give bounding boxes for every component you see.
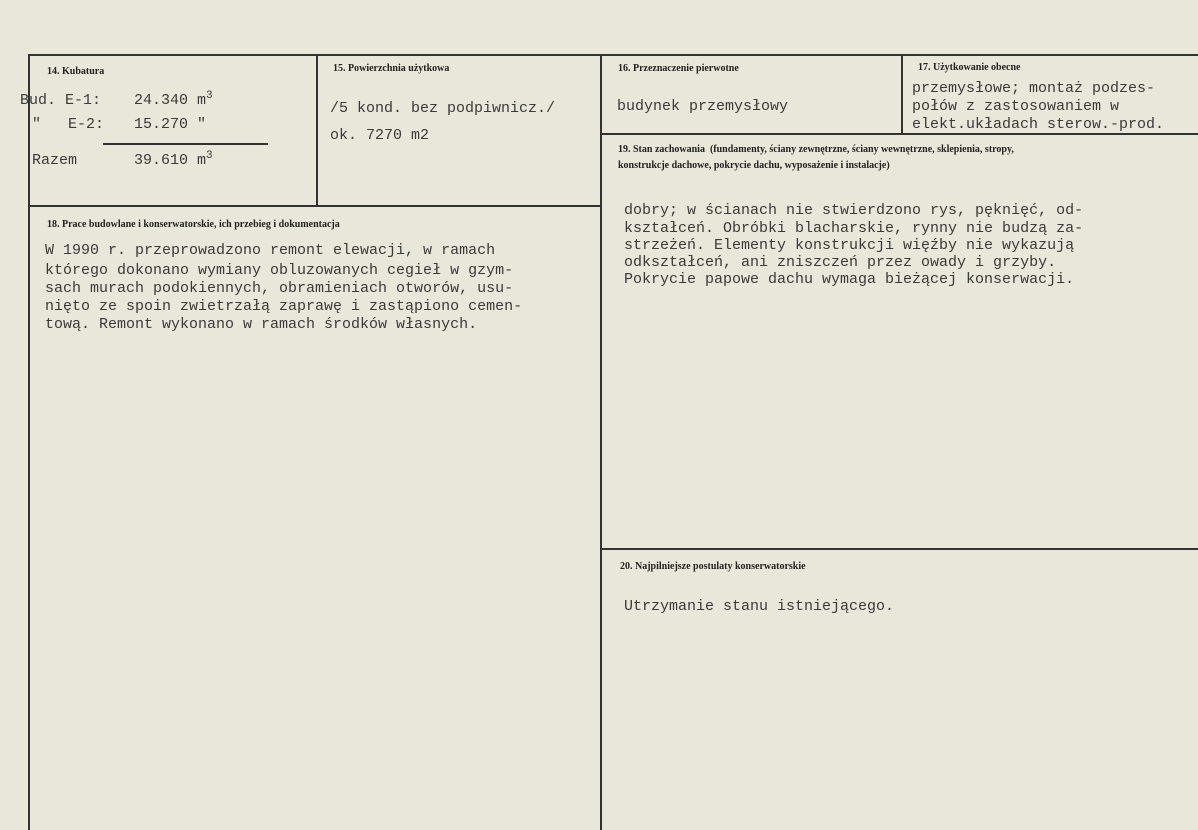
section-19-label: 19. Stan zachowania (fundamenty, ściany zewnętrzne, ściany wewnętrzne, sklepienia, stropy, konstrukcje dachowe, pokrycie dachu, wyposażenie i instalacje) — [618, 144, 1014, 171]
prace-line-2: którego dokonano wymiany obluzowanych cegieł w gzym- — [45, 262, 514, 279]
stan-line-4: odkształceń, ani zniszczeń przez owady i grzyby. — [624, 254, 1057, 271]
prace-line-5: tową. Remont wykonano w ramach środków własnych. — [45, 316, 478, 333]
kubatura-row1-value: 24.340 $m^3$ — [134, 90, 213, 109]
powierzchnia-line1: /5 kond. bez podpiwnicz./ — [330, 100, 556, 117]
vline-14-15 — [316, 54, 318, 206]
top-border — [28, 54, 1198, 56]
section-14-label: 14. Kubatura — [47, 66, 105, 77]
hline-left-mid — [28, 205, 602, 207]
przeznaczenie-value: budynek przemysłowy — [617, 98, 789, 115]
section-18-label: 18. Prace budowlane i konserwatorskie, ich przebieg i dokumentacja — [47, 219, 340, 230]
section-20-label: 20. Najpilniejsze postulaty konserwatorskie — [620, 561, 806, 572]
prace-line-3: sach murach podokiennych, obramieniach otworów, usu- — [45, 280, 514, 297]
stan-line-3: strzeżeń. Elementy konstrukcji więźby nie wykazują — [624, 237, 1075, 254]
kubatura-sum-rule — [103, 143, 268, 145]
stan-line-2: kształceń. Obróbki blacharskie, rynny nie budzą za- — [624, 220, 1084, 237]
vline-16-17 — [901, 54, 903, 134]
kubatura-row1-name: Bud. E-1: — [20, 92, 102, 109]
postulaty-value: Utrzymanie stanu istniejącego. — [624, 598, 895, 615]
kubatura-row2-value: 15.270 " — [134, 116, 207, 133]
uzytkowanie-line1: przemysłowe; montaż podzes- — [912, 80, 1156, 97]
section-17-label: 17. Użytkowanie obecne — [918, 62, 1021, 73]
prace-line-1: W 1990 r. przeprowadzono remont elewacji, w ramach — [45, 242, 496, 259]
powierzchnia-line2: ok. 7270 m2 — [330, 127, 430, 144]
kubatura-total-name: Razem — [32, 152, 78, 169]
stan-line-5: Pokrycie papowe dachu wymaga bieżącej konserwacji. — [624, 271, 1075, 288]
stan-line-1: dobry; w ścianach nie stwierdzono rys, pęknięć, od- — [624, 202, 1084, 219]
vline-center — [600, 54, 602, 830]
uzytkowanie-line3: elekt.układach sterow.-prod. — [912, 116, 1165, 133]
kubatura-row2-name: " E-2: — [32, 116, 105, 133]
uzytkowanie-line2: połów z zastosowaniem w — [912, 98, 1120, 115]
hline-right-mid — [600, 548, 1198, 550]
left-border — [28, 54, 30, 830]
kubatura-total-value: 39.610 $m^3$ — [134, 150, 213, 169]
section-16-label: 16. Przeznaczenie pierwotne — [618, 63, 739, 74]
prace-line-4: nięto ze spoin zwietrzałą zaprawę i zastąpiono cemen- — [45, 298, 523, 315]
section-15-label: 15. Powierzchnia użytkowa — [333, 63, 450, 74]
